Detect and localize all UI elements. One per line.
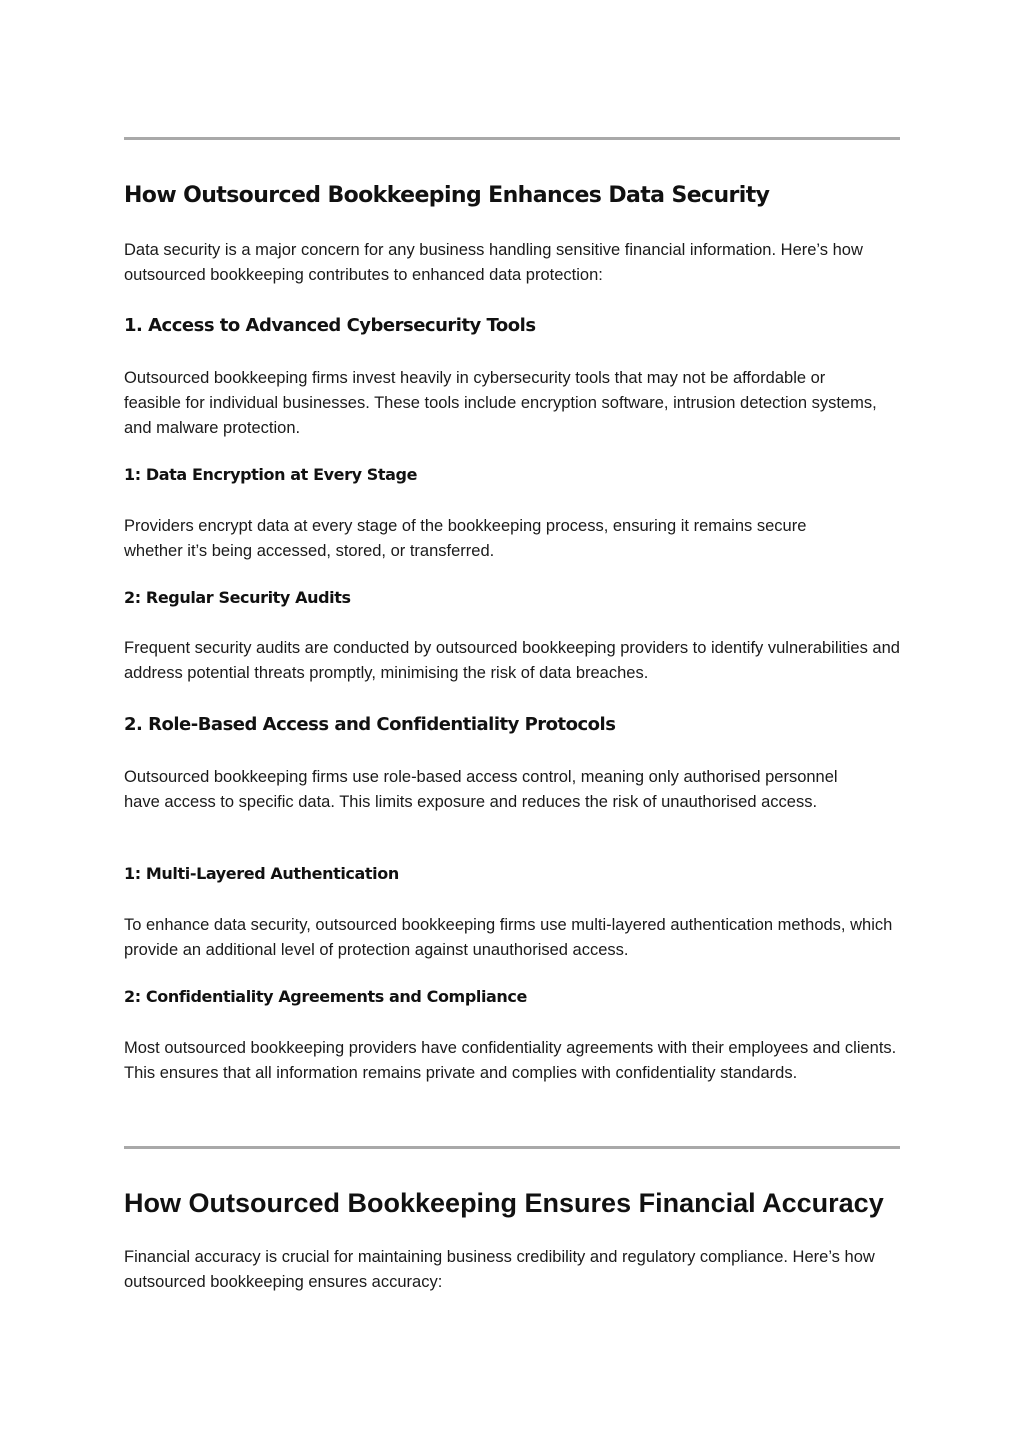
point-body-role-based-access: Outsourced bookkeeping firms use role-based access control, meaning only authorised personnel have access to specific data. This limits exposure and reduces the risk of unauthorised access. — [124, 768, 838, 811]
subpoint-body-confidentiality-agreements: Most outsourced bookkeeping providers have confidentiality agreements with their employees and clients. This ensures that all information remains private and complies with confidentiality standards. — [124, 1039, 897, 1082]
subpoint-body-multi-layered-authentication: To enhance data security, outsourced bookkeeping firms use multi-layered authentication methods, which provide an additional level of protection against unauthorised access. — [124, 916, 893, 959]
middle-divider — [124, 1146, 900, 1149]
point-heading-cybersecurity-tools: 1. Access to Advanced Cybersecurity Tools — [124, 315, 536, 336]
top-divider — [124, 137, 900, 140]
section-intro-data-security: Data security is a major concern for any business handling sensitive financial information. Here’s how outsourced bookkeeping contributes to enhanced data protection: — [124, 241, 863, 284]
subpoint-heading-data-encryption: 1: Data Encryption at Every Stage — [124, 465, 418, 484]
subpoint-heading-multi-layered-authentication: 1: Multi-Layered Authentication — [124, 864, 399, 883]
section-title-data-security: How Outsourced Bookkeeping Enhances Data Security — [124, 183, 770, 208]
subpoint-body-security-audits: Frequent security audits are conducted by outsourced bookkeeping providers to identify vulnerabilities and address potential threats promptly, minimising the risk of data breaches. — [124, 639, 900, 682]
subpoint-heading-security-audits: 2: Regular Security Audits — [124, 588, 351, 607]
section-intro-financial-accuracy: Financial accuracy is crucial for maintaining business credibility and regulatory compliance. Here’s how outsourced bookkeeping ensures accuracy: — [124, 1248, 875, 1291]
subpoint-body-data-encryption: Providers encrypt data at every stage of the bookkeeping process, ensuring it remains secure whether it’s being accessed, stored, or transferred. — [124, 517, 807, 560]
point-heading-role-based-access: 2. Role-Based Access and Confidentiality Protocols — [124, 714, 616, 735]
subpoint-heading-confidentiality-agreements: 2: Confidentiality Agreements and Compliance — [124, 987, 527, 1006]
point-body-cybersecurity-tools: Outsourced bookkeeping firms invest heavily in cybersecurity tools that may not be affordable or feasible for individual businesses. These tools include encryption software, intrusion detection systems, and malware protection. — [124, 369, 877, 437]
section-title-financial-accuracy: How Outsourced Bookkeeping Ensures Financial Accuracy — [124, 1188, 884, 1218]
